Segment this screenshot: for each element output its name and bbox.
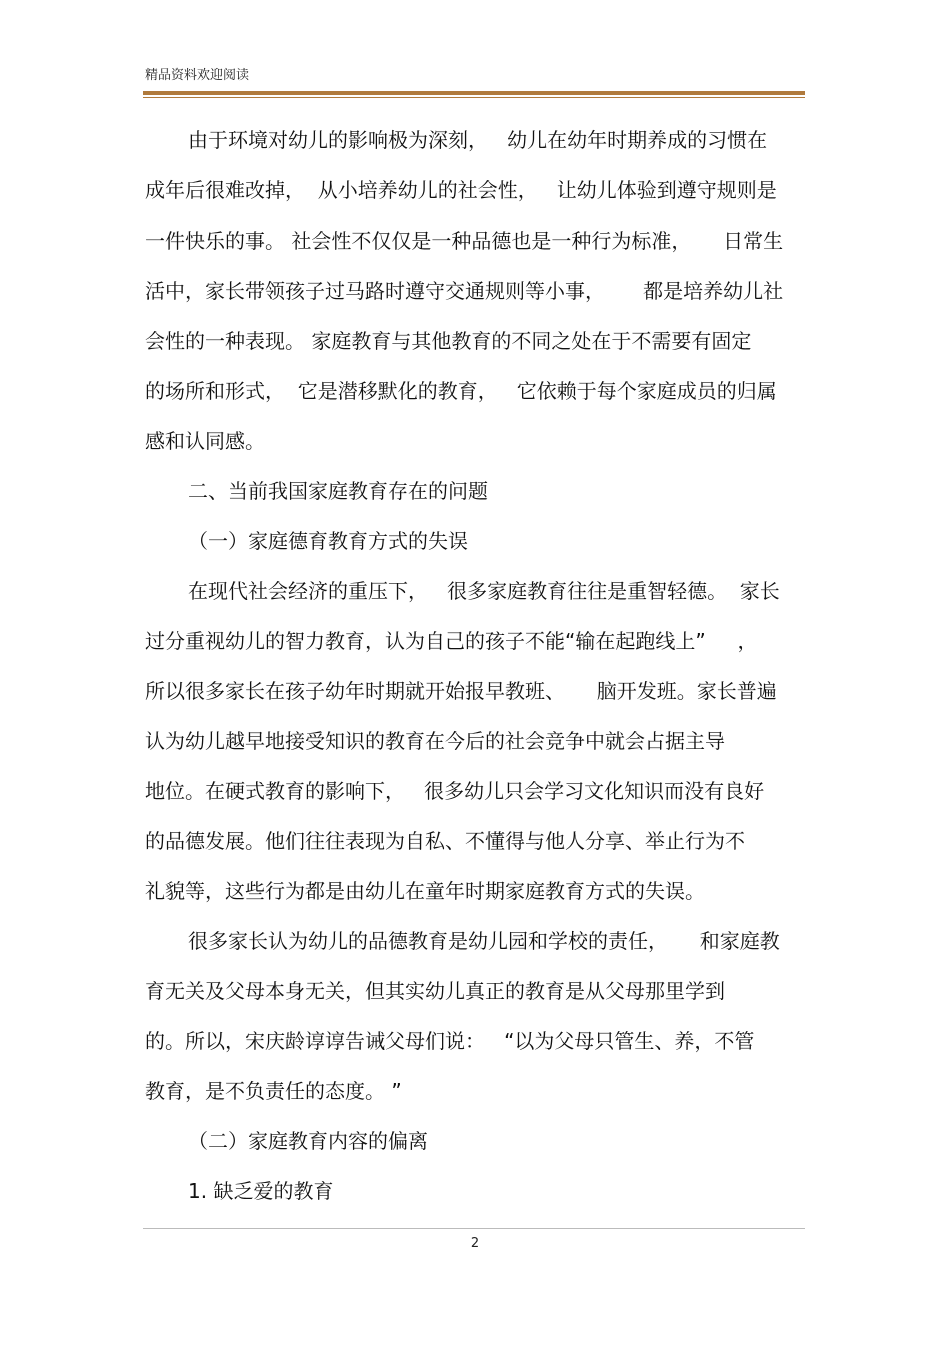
header-rule-thin (143, 97, 805, 98)
paragraph-line: 由于环境对幼儿的影响极为深刻， 幼儿在幼年时期养成的习惯在 (188, 128, 768, 152)
paragraph-line: 认为幼儿越早地接受知识的教育在今后的社会竞争中就会占据主导 (145, 729, 725, 753)
paragraph-line: 活中，家长带领孩子过马路时遵守交通规则等小事， 都是培养幼儿社 (145, 279, 784, 303)
paragraph-line: 在现代社会经济的重压下， 很多家庭教育往往是重智轻德。 家长 (188, 579, 780, 603)
header-rule-thick (143, 91, 805, 95)
subsection-heading: （二）家庭教育内容的偏离 (188, 1129, 428, 1153)
paragraph-line: 所以很多家长在孩子幼年时期就开始报早教班、 脑开发班。家长普遍 (145, 679, 777, 703)
header-title: 精品资料欢迎阅读 (145, 68, 250, 83)
list-item-heading: 1. 缺乏爱的教育 (188, 1179, 334, 1203)
paragraph-line: 教育，是不负责任的态度。 ” (145, 1079, 402, 1103)
footer-rule (143, 1228, 805, 1229)
paragraph-line: 一件快乐的事。 社会性不仅仅是一种品德也是一种行为标准， 日常生 (145, 229, 784, 253)
paragraph-line: 感和认同感。 (145, 429, 265, 453)
paragraph-line: 礼貌等，这些行为都是由幼儿在童年时期家庭教育方式的失误。 (145, 879, 705, 903)
paragraph-line: 会性的一种表现。 家庭教育与其他教育的不同之处在于不需要有固定 (145, 329, 752, 353)
section-heading: 二、当前我国家庭教育存在的问题 (188, 479, 488, 503)
paragraph-line: 育无关及父母本身无关，但其实幼儿真正的教育是从父母那里学到 (145, 979, 725, 1003)
paragraph-line: 的。所以，宋庆龄谆谆告诫父母们说： “以为父母只管生、养，不管 (145, 1029, 755, 1053)
paragraph-line: 的品德发展。他们往往表现为自私、不懂得与他人分享、举止行为不 (145, 829, 745, 853)
paragraph-line: 地位。在硬式教育的影响下， 很多幼儿只会学习文化知识而没有良好 (145, 779, 765, 803)
paragraph-line: 成年后很难改掉， 从小培养幼儿的社会性， 让幼儿体验到遵守规则是 (145, 178, 777, 202)
paragraph-line: 的场所和形式， 它是潜移默化的教育， 它依赖于每个家庭成员的归属 (145, 379, 777, 403)
paragraph-line: 很多家长认为幼儿的品德教育是幼儿园和学校的责任， 和家庭教 (188, 929, 780, 953)
subsection-heading: （一）家庭德育教育方式的失误 (188, 529, 468, 553)
paragraph-line: 过分重视幼儿的智力教育，认为自己的孩子不能“输在起跑线上” ， (145, 629, 758, 653)
page-number: 2 (470, 1236, 480, 1251)
